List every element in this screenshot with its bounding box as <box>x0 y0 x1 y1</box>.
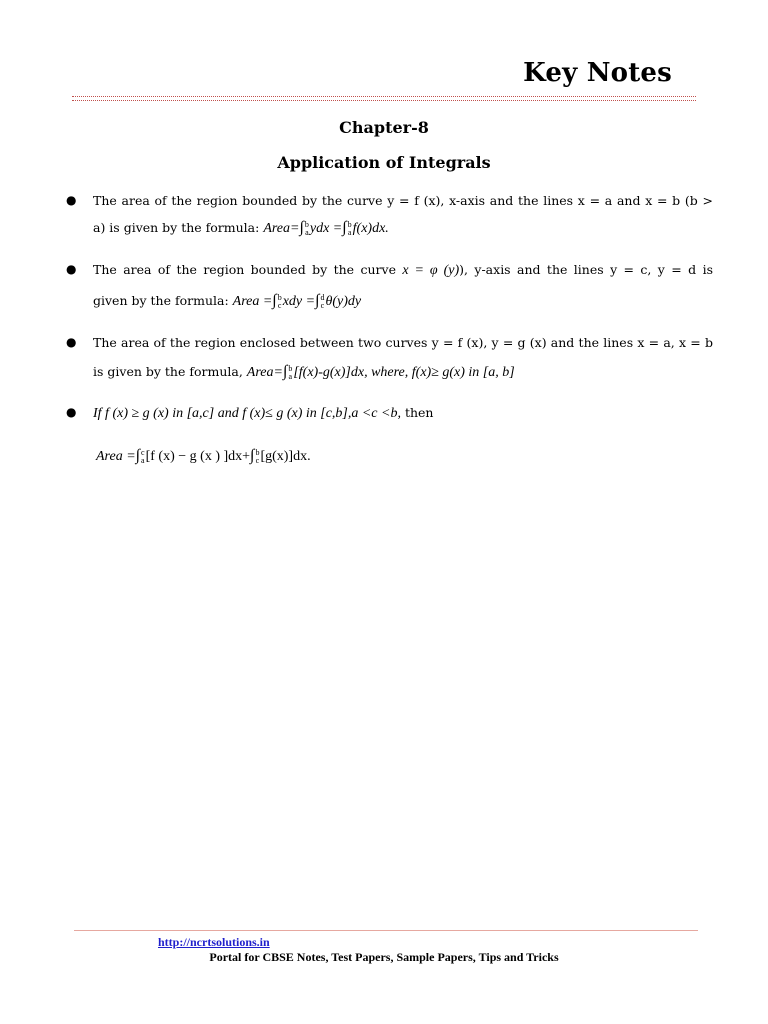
footer-divider <box>74 930 698 931</box>
formula-expr1: xdy = <box>282 294 316 309</box>
formula-lhs: Area = <box>232 294 273 309</box>
list-item <box>66 405 716 470</box>
item-text-line2: given by the formula: <box>93 293 233 308</box>
formula-expr1: [f (x) − g (x ) ]dx+ <box>145 449 251 464</box>
header-title: Key Notes <box>523 58 672 88</box>
formula-expr1: ydx = <box>309 221 343 236</box>
item-text-line2: is given by the formula, <box>93 364 247 379</box>
integral-icon: ∫ <box>315 292 320 309</box>
integral-limits: b c <box>277 292 282 310</box>
integral-icon: ∫ <box>342 219 347 236</box>
integral-limits: c a <box>141 447 145 465</box>
integral-icon: ∫ <box>282 363 288 380</box>
footer-tagline: Portal for CBSE Notes, Test Papers, Sample Papers, Tips and Tricks <box>209 950 559 964</box>
item-formula-line <box>93 363 515 381</box>
item-formula-line <box>93 219 389 237</box>
subject-title: Application of Integrals <box>277 153 491 172</box>
bullet-icon: ● <box>66 405 77 419</box>
integral-limits: d c <box>320 292 325 310</box>
integral-limits: b a <box>288 363 293 381</box>
formula-expr1: [f(x)-g(x)]dx, where, f(x)≥ g(x) in [a, b] <box>293 365 515 380</box>
item-formula-line <box>93 292 361 310</box>
integral-icon: ∫ <box>135 447 141 464</box>
item-text-line1: The area of the region bounded by the curve x = φ (y)), y-axis and the lines y = c, y = d is <box>93 262 713 278</box>
formula-inline: If f (x) ≥ g (x) in [a,c] and f (x)≤ g (x) in [c,b],a <c <b, <box>93 406 401 421</box>
list-item <box>66 262 716 312</box>
formula-lhs: Area= <box>263 221 300 236</box>
integral-limits: b c <box>255 447 260 465</box>
formula-expr2: θ(y)dy <box>325 294 362 309</box>
bullet-icon: ● <box>66 335 77 349</box>
integral-icon: ∫ <box>272 292 277 309</box>
bullet-icon: ● <box>66 193 77 207</box>
item-formula-line <box>96 447 311 465</box>
chapter-title: Chapter-8 <box>339 118 429 137</box>
integral-limits: b a <box>304 219 309 237</box>
formula-lhs: Area= <box>246 365 283 380</box>
formula-inline: x = φ (y) <box>402 263 460 278</box>
formula-lhs: Area = <box>96 449 136 464</box>
formula-expr2: f(x)dx. <box>352 221 389 236</box>
item-text-line1: If f (x) ≥ g (x) in [a,c] and f (x)≤ g (x) in [c,b],a <c <b, then <box>93 405 434 421</box>
item-text-line2: a) is given by the formula: <box>93 220 264 235</box>
integral-limits: b a <box>347 219 352 237</box>
footer-link[interactable]: http://ncrtsolutions.in <box>158 935 270 949</box>
integral-icon: ∫ <box>299 219 304 236</box>
bullet-icon: ● <box>66 262 77 276</box>
header-divider <box>72 96 696 101</box>
list-item <box>66 193 716 243</box>
item-text-line1: The area of the region bounded by the curve y = f (x), x-axis and the lines x = a and x = b (b > <box>93 193 713 208</box>
item-text-line1: The area of the region enclosed between two curves y = f (x), y = g (x) and the lines x = a, x = b <box>93 335 713 350</box>
list-item <box>66 335 716 385</box>
formula-expr2: [g(x)]dx. <box>260 449 311 464</box>
integral-icon: ∫ <box>250 447 255 464</box>
